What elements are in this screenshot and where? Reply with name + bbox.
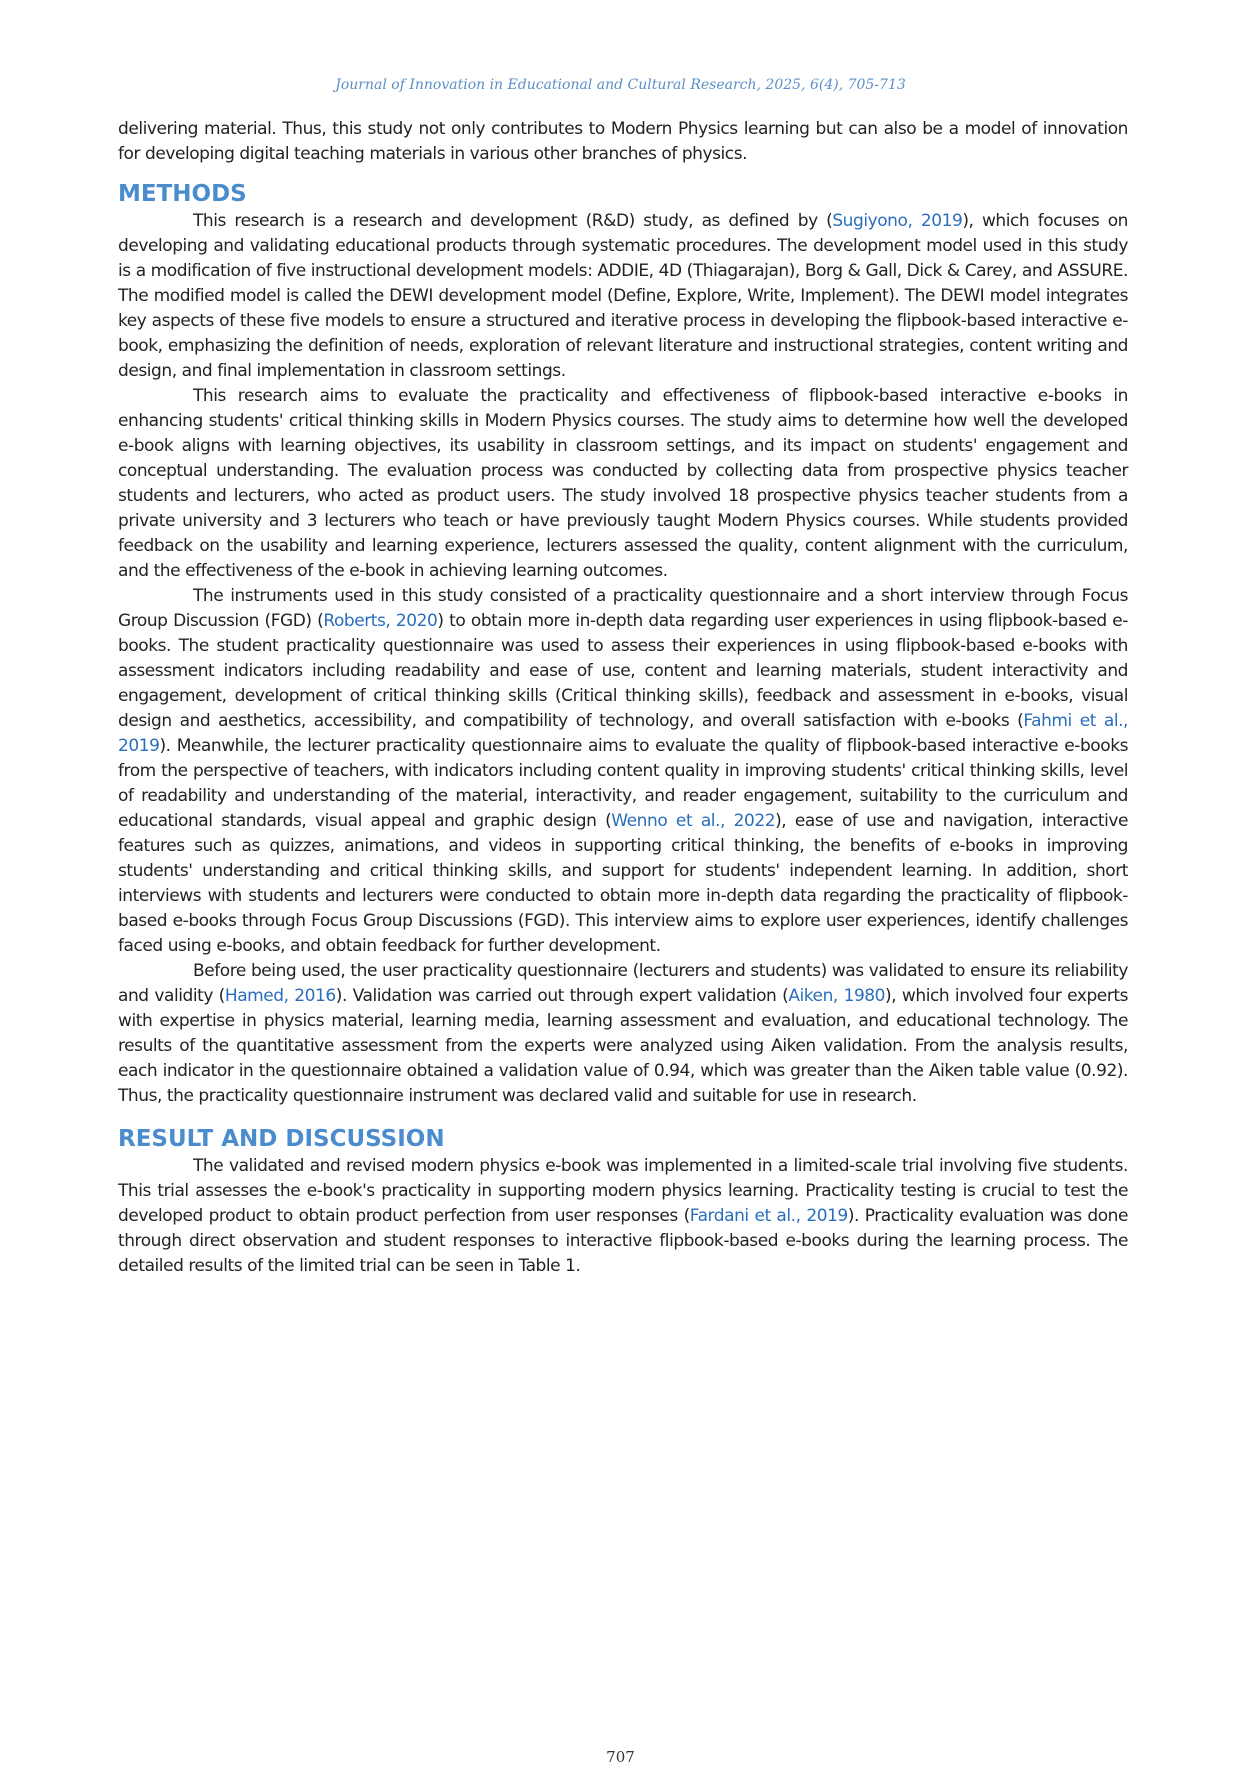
citation-link[interactable]: Hamed, 2016	[224, 986, 336, 1006]
methods-paragraph-3: The instruments used in this study consisted of a practicality questionnaire and a short interview through Focus Group Discussion (FGD) (Roberts, 2020) to obtain more in-depth data regarding user experiences in using flipbook-based e-books. The student practicality questionnaire was used to assess their experiences in using flipbook-based e-books with assessment indicators including readability and ease of use, content and learning materials, student interactivity and engagement, development of critical thinking skills (Critical thinking skills), feedback and assessment in e-books, visual design and aesthetics, accessibility, and compatibility of technology, and overall satisfaction with e-books (Fahmi et al., 2019). Meanwhile, the lecturer practicality questionnaire aims to evaluate the quality of flipbook-based interactive e-books from the perspective of teachers, with indicators including content quality in improving students' critical thinking skills, level of readability and understanding of the material, interactivity, and reader engagement, suitability to the curriculum and educational standards, visual appeal and graphic design (Wenno et al., 2022), ease of use and navigation, interactive features such as quizzes, animations, and videos in supporting critical thinking, the benefits of e-books in improving students' understanding and critical thinking skills, and support for students' independent learning. In addition, short interviews with students and lecturers were conducted to obtain more in-depth data regarding the practicality of flipbook-based e-books through Focus Group Discussions (FGD). This interview aims to explore user experiences, identify challenges faced using e-books, and obtain feedback for further development.	[118, 586, 1128, 956]
page-body	[118, 117, 1128, 1279]
citation-link[interactable]: Sugiyono, 2019	[832, 211, 963, 231]
citation-link[interactable]: Fahmi et al., 2019	[118, 711, 1128, 756]
results-paragraph-1: The validated and revised modern physics e-book was implemented in a limited-scale trial involving five students. This trial assesses the e-book's practicality in supporting modern physics learning. Practicality testing is crucial to test the developed product to obtain product perfection from user responses (Fardani et al., 2019). Practicality evaluation was done through direct observation and student responses to interactive flipbook-based e-books during the learning process. The detailed results of the limited trial can be seen in Table 1.	[118, 1156, 1128, 1276]
citation-link[interactable]: Fardani et al., 2019	[689, 1206, 848, 1226]
methods-heading: METHODS	[118, 181, 247, 207]
methods-paragraph-2: This research aims to evaluate the practicality and effectiveness of flipbook-based interactive e-books in enhancing students' critical thinking skills in Modern Physics courses. The study aims to determine how well the developed e-book aligns with learning objectives, its usability in classroom settings, and its impact on students' engagement and conceptual understanding. The evaluation process was conducted by collecting data from prospective physics teacher students and lecturers, who acted as product users. The study involved 18 prospective physics teacher students from a private university and 3 lecturers who teach or have previously taught Modern Physics courses. While students provided feedback on the usability and learning experience, lecturers assessed the quality, content alignment with the curriculum, and the effectiveness of the e-book in achieving learning outcomes.	[118, 386, 1128, 581]
intro-continuation: delivering material. Thus, this study not only contributes to Modern Physics learning but can also be a model of innovation for developing digital teaching materials in various other branches of physics.	[118, 119, 1128, 164]
journal-header: Journal of Innovation in Educational and Cultural Research, 2025, 6(4), 705-713	[335, 77, 906, 93]
page-number: 707	[606, 1748, 635, 1766]
citation-link[interactable]: Roberts, 2020	[323, 611, 438, 631]
citation-link[interactable]: Aiken, 1980	[788, 986, 886, 1006]
methods-paragraph-1: This research is a research and development (R&D) study, as defined by (Sugiyono, 2019), which focuses on developing and validating educational products through systematic procedures. The development model used in this study is a modification of five instructional development models: ADDIE, 4D (Thiagarajan), Borg & Gall, Dick & Carey, and ASSURE. The modified model is called the DEWI development model (Define, Explore, Write, Implement). The DEWI model integrates key aspects of these five models to ensure a structured and iterative process in developing the flipbook-based interactive e-book, emphasizing the definition of needs, exploration of relevant literature and instructional strategies, content writing and design, and final implementation in classroom settings.	[118, 211, 1128, 381]
results-heading: RESULT AND DISCUSSION	[118, 1126, 445, 1152]
citation-link[interactable]: Wenno et al., 2022	[611, 811, 776, 831]
methods-paragraph-4: Before being used, the user practicality questionnaire (lecturers and students) was validated to ensure its reliability and validity (Hamed, 2016). Validation was carried out through expert validation (Aiken, 1980), which involved four experts with expertise in physics material, learning media, learning assessment and evaluation, and educational technology. The results of the quantitative assessment from the experts were analyzed using Aiken validation. From the analysis results, each indicator in the questionnaire obtained a validation value of 0.94, which was greater than the Aiken table value (0.92). Thus, the practicality questionnaire instrument was declared valid and suitable for use in research.	[118, 961, 1128, 1106]
